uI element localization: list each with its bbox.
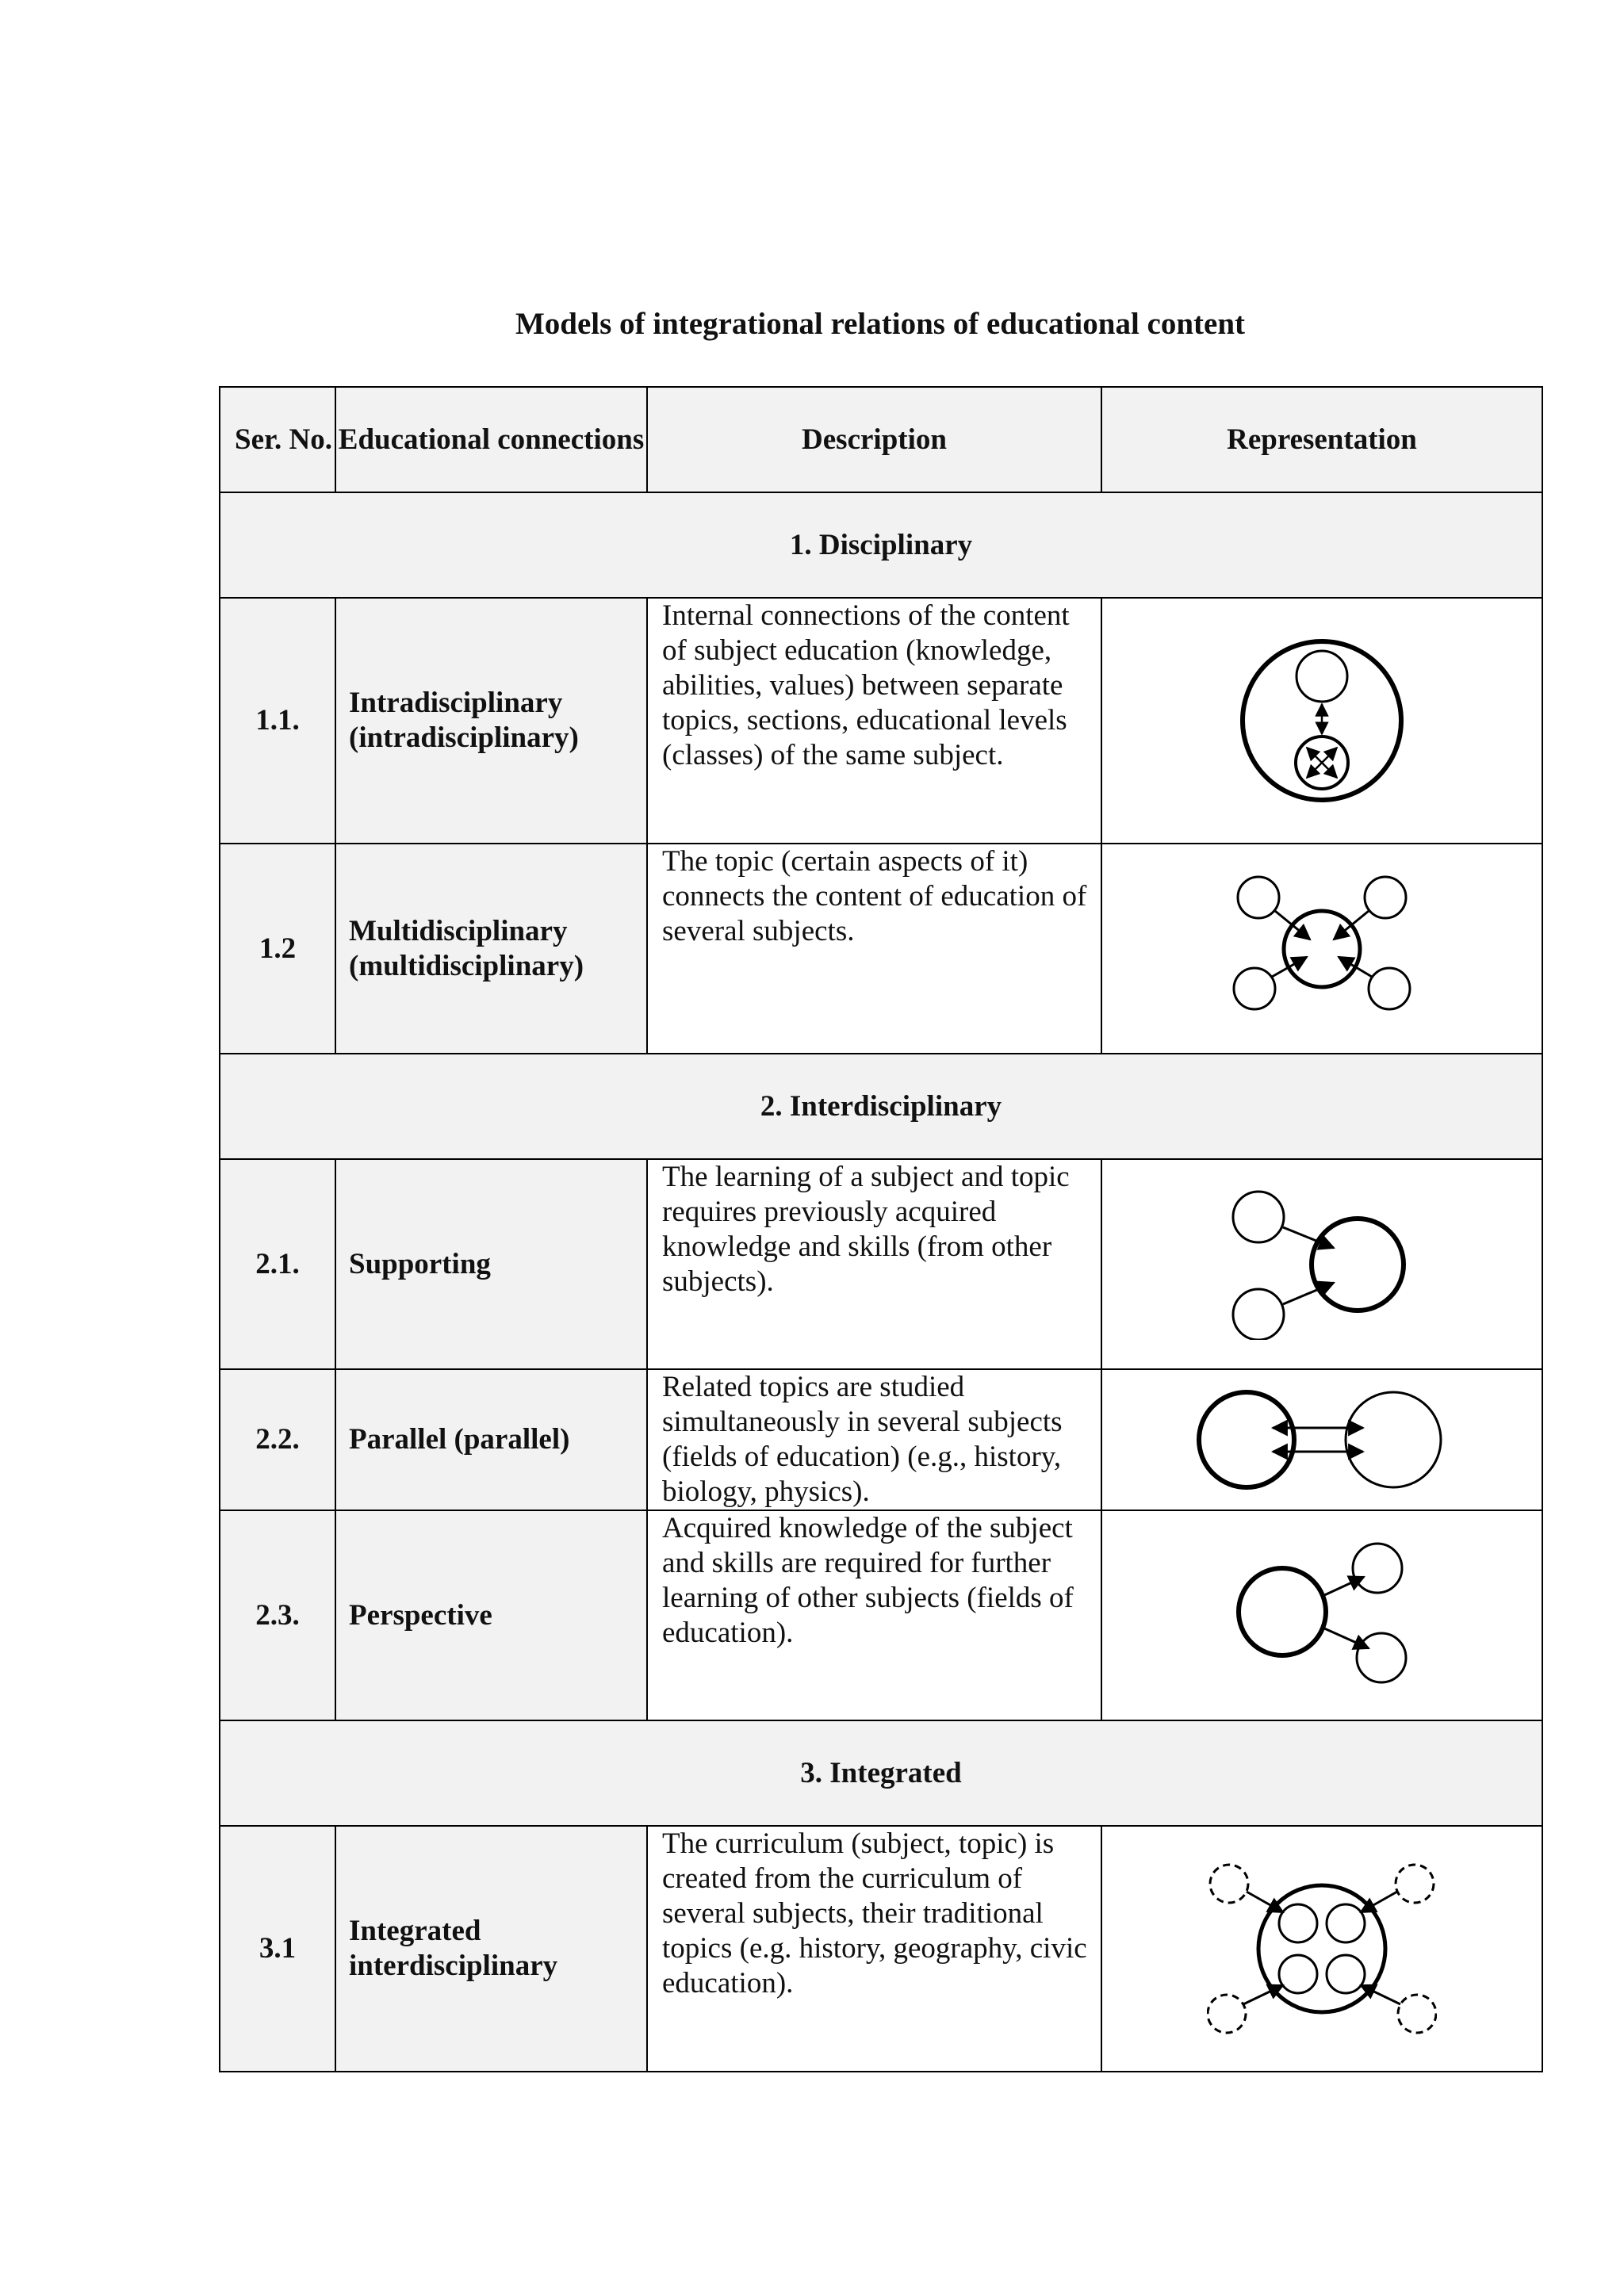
row-description: Internal connections of the content of subject education (knowledge, abilities, values) between separate topics, sections, educational levels (classes) of the same subject. bbox=[647, 598, 1101, 844]
intradisciplinary-diagram bbox=[1235, 637, 1409, 804]
row-connection: Integrated interdisciplinary bbox=[335, 1826, 647, 2072]
table-row bbox=[220, 1826, 1542, 2072]
row-representation bbox=[1101, 1159, 1542, 1369]
row-representation bbox=[1101, 1369, 1542, 1510]
table-row bbox=[220, 1159, 1542, 1369]
row-number: 2.1. bbox=[220, 1159, 335, 1369]
row-number: 1.1. bbox=[220, 598, 335, 844]
section-row bbox=[220, 492, 1542, 598]
table-row bbox=[220, 598, 1542, 844]
section-row bbox=[220, 1054, 1542, 1159]
section-heading-integrated: 3. Integrated bbox=[220, 1720, 1542, 1826]
parallel-diagram bbox=[1195, 1388, 1449, 1491]
row-number: 2.3. bbox=[220, 1510, 335, 1720]
row-connection: Parallel (parallel) bbox=[335, 1369, 647, 1510]
row-connection: Supporting bbox=[335, 1159, 647, 1369]
header-description: Description bbox=[647, 387, 1101, 492]
section-heading-disciplinary: 1. Disciplinary bbox=[220, 492, 1542, 598]
header-representation: Representation bbox=[1101, 387, 1542, 492]
row-description: Related topics are studied simultaneously in several subjects (fields of education) (e.g., history, biology, physics). bbox=[647, 1369, 1101, 1510]
table-row bbox=[220, 844, 1542, 1054]
row-representation bbox=[1101, 1510, 1542, 1720]
multidisciplinary-diagram bbox=[1231, 874, 1413, 1024]
table-row bbox=[220, 1510, 1542, 1720]
header-educational-connections: Educational connections bbox=[335, 387, 647, 492]
models-table bbox=[219, 386, 1543, 2072]
perspective-diagram bbox=[1231, 1540, 1413, 1691]
row-description: Acquired knowledge of the subject and skills are required for further learning of other subjects (fields of education). bbox=[647, 1510, 1101, 1720]
row-representation bbox=[1101, 1826, 1542, 2072]
row-connection: Multidisciplinary (multidisciplinary) bbox=[335, 844, 647, 1054]
row-description: The curriculum (subject, topic) is created from the curriculum of several subjects, their traditional topics (e.g. history, geography, civic education). bbox=[647, 1826, 1101, 2072]
row-number: 1.2 bbox=[220, 844, 335, 1054]
section-heading-interdisciplinary: 2. Interdisciplinary bbox=[220, 1054, 1542, 1159]
row-number: 2.2. bbox=[220, 1369, 335, 1510]
section-row bbox=[220, 1720, 1542, 1826]
row-representation bbox=[1101, 844, 1542, 1054]
row-connection: Intradisciplinary (intradisciplinary) bbox=[335, 598, 647, 844]
table-row bbox=[220, 1369, 1542, 1510]
row-number: 3.1 bbox=[220, 1826, 335, 2072]
row-description: The learning of a subject and topic requires previously acquired knowledge and skills (from other subjects). bbox=[647, 1159, 1101, 1369]
row-description: The topic (certain aspects of it) connects the content of education of several subjects. bbox=[647, 844, 1101, 1054]
table-header-row bbox=[220, 387, 1542, 492]
integrated-diagram bbox=[1207, 1862, 1437, 2036]
row-representation bbox=[1101, 598, 1542, 844]
row-connection: Perspective bbox=[335, 1510, 647, 1720]
supporting-diagram bbox=[1231, 1189, 1413, 1340]
header-ser-no: Ser. No. bbox=[220, 387, 335, 492]
page-title: Models of integrational relations of educational content bbox=[515, 307, 1246, 341]
